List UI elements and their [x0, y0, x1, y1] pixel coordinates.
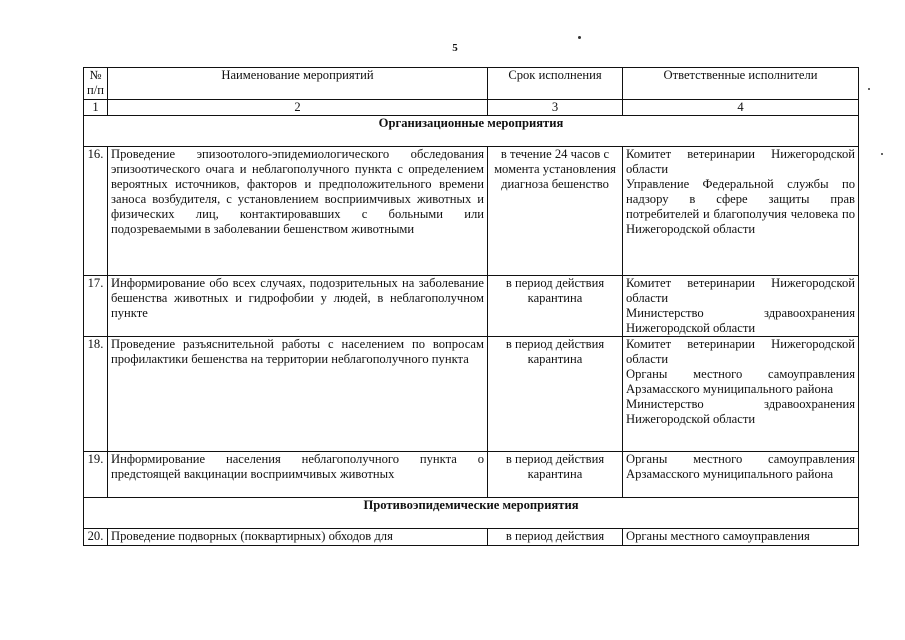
table-row	[84, 276, 859, 337]
section-row	[84, 498, 859, 529]
deadline: в течение 24 часов с момента установления диагноза бешенство	[488, 147, 623, 276]
responsible-entry: Комитет ветеринарии Нижегородской области	[626, 147, 855, 176]
responsible-entry: Органы местного самоуправления	[626, 529, 810, 543]
responsible-entry: Министерство здравоохранения Нижегородской области	[626, 397, 855, 426]
measures-table	[83, 67, 859, 546]
table-row	[84, 452, 859, 498]
header-responsible: Ответственные исполнители	[623, 68, 859, 100]
responsible-entry: Управление Федеральной службы по надзору в сфере защиты прав потребителей и благополучия человека по Нижегородской области	[626, 177, 855, 236]
measure-name	[108, 529, 488, 546]
responsible-cell	[623, 276, 859, 337]
table-row	[84, 529, 859, 546]
responsible-entry: Органы местного самоуправления Арзамасского муниципального района	[626, 452, 855, 481]
column-index: 4	[623, 100, 859, 116]
responsible-entry: Комитет ветеринарии Нижегородской области	[626, 337, 855, 366]
row-number: 17.	[84, 276, 108, 337]
column-index: 1	[84, 100, 108, 116]
deadline: в период действия карантина	[488, 337, 623, 452]
deadline: в период действия карантина	[488, 276, 623, 337]
measure-name: Информирование населения неблагополучного пункта о предстоящей вакцинации восприимчивых животных	[108, 452, 488, 498]
row-number: 18.	[84, 337, 108, 452]
row-number: 16.	[84, 147, 108, 276]
header-num: № п/п	[84, 68, 108, 100]
header-term: Срок исполнения	[488, 68, 623, 100]
section-title: Противоэпидемические мероприятия	[84, 498, 859, 529]
measure-name-text: Проведение подворных (поквартирных) обходов для	[111, 529, 393, 543]
row-number: 20.	[84, 529, 108, 546]
scan-speck	[881, 153, 883, 155]
deadline: в период действия	[488, 529, 623, 546]
responsible-entry: Министерство здравоохранения Нижегородской области	[626, 306, 855, 335]
scan-speck	[868, 88, 870, 90]
table-header-row	[84, 68, 859, 100]
section-title: Организационные мероприятия	[84, 116, 859, 147]
scan-speck	[578, 36, 581, 39]
column-index-row	[84, 100, 859, 116]
page-number: 5	[452, 42, 458, 54]
responsible-entry: Комитет ветеринарии Нижегородской области	[626, 276, 855, 305]
responsible-cell	[623, 452, 859, 498]
table-row	[84, 337, 859, 452]
header-name: Наименование мероприятий	[108, 68, 488, 100]
section-row	[84, 116, 859, 147]
deadline: в период действия карантина	[488, 452, 623, 498]
measure-name: Проведение эпизоотолого-эпидемиологического обследования эпизоотического очага и неблагополучного пункта с определением вероятных источников, факторов и предположительного времени заноса возбудителя, с установлением восприимчивых животных и физических лиц, контактировавших с больными или подозреваемыми в заболевании бешенством животными	[108, 147, 488, 276]
column-index: 3	[488, 100, 623, 116]
column-index: 2	[108, 100, 488, 116]
row-number: 19.	[84, 452, 108, 498]
responsible-cell	[623, 529, 859, 546]
responsible-entry: Органы местного самоуправления Арзамасского муниципального района	[626, 367, 855, 396]
measure-name: Информирование обо всех случаях, подозрительных на заболевание бешенства животных и гидрофобии у людей, в неблагополучном пункте	[108, 276, 488, 337]
responsible-cell	[623, 337, 859, 452]
table-row	[84, 147, 859, 276]
measure-name: Проведение разъяснительной работы с населением по вопросам профилактики бешенства на территории неблагополучного пункта	[108, 337, 488, 452]
responsible-cell	[623, 147, 859, 276]
